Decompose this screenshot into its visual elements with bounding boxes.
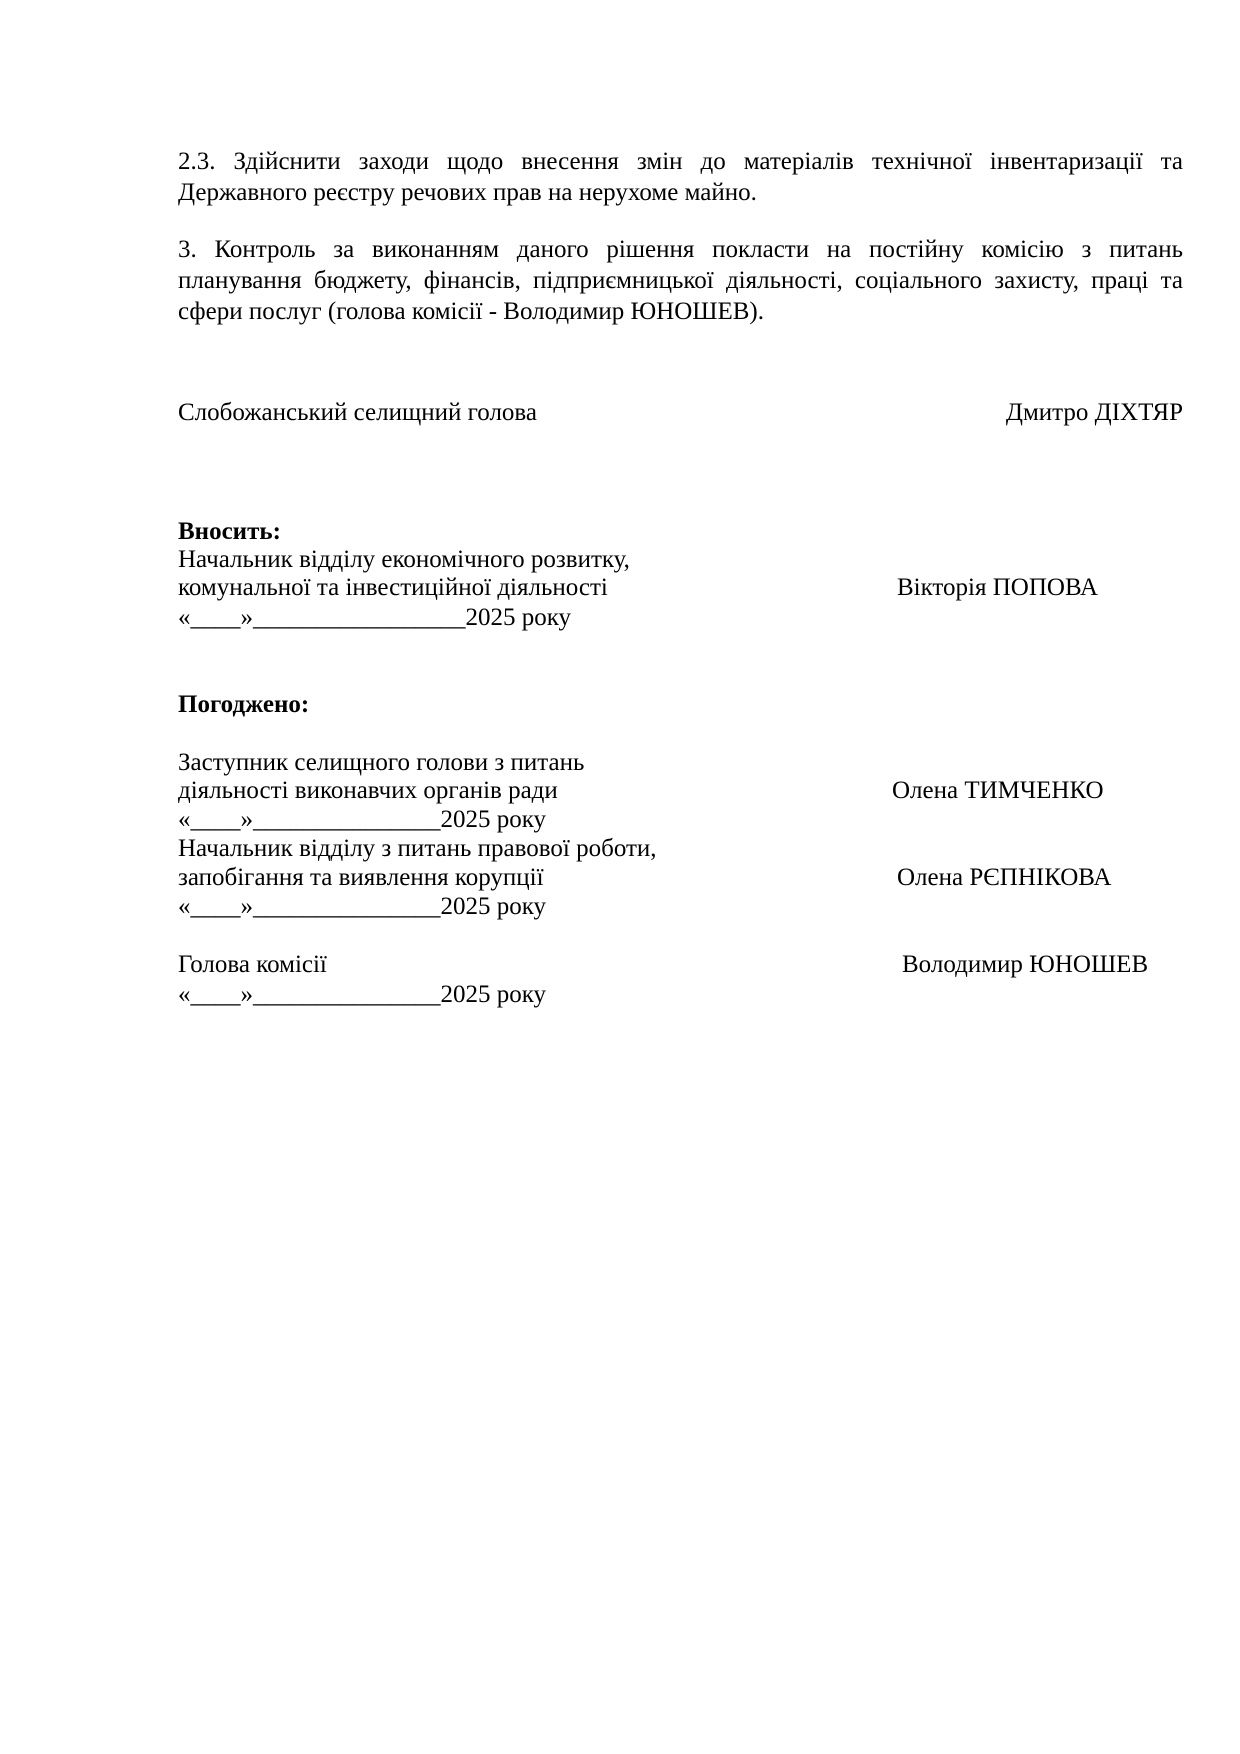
commission-name: Володимир ЮНОШЕВ bbox=[902, 951, 1149, 978]
legal-position-line2: запобігання та виявлення корупції bbox=[178, 864, 544, 891]
head-title: Слобожанський селищний голова bbox=[178, 399, 537, 426]
commission-position: Голова комісії bbox=[178, 951, 327, 978]
deputy-date: «____»_______________2025 року bbox=[178, 806, 547, 833]
submits-date: «____»_________________2025 року bbox=[178, 604, 572, 631]
commission-date: «____»_______________2025 року bbox=[178, 981, 547, 1008]
legal-position-line1: Начальник відділу з питань правової роботи, bbox=[178, 835, 657, 862]
deputy-position-line1: Заступник селищного голови з питань bbox=[178, 749, 585, 776]
submits-heading: Вносить: bbox=[178, 518, 281, 545]
paragraph-2-3: 2.3. Здійснити заходи щодо внесення змін до матеріалів технічної інвентаризації та Державного реєстру речових прав на нерухоме майно. bbox=[178, 148, 1183, 206]
submits-position-line2: комунальної та інвестиційної діяльності bbox=[178, 574, 608, 601]
legal-date: «____»_______________2025 року bbox=[178, 893, 547, 920]
paragraph-3: 3. Контроль за виконанням даного рішення покласти на постійну комісію з питань планування бюджету, фінансів, підприємницької діяльності, соціального захисту, праці та сфери послуг (голова комісії - Володимир ЮНОШЕВ). bbox=[178, 236, 1183, 325]
submits-position-line1: Начальник відділу економічного розвитку, bbox=[178, 546, 630, 573]
agreed-heading: Погоджено: bbox=[178, 691, 310, 718]
head-name: Дмитро ДІХТЯР bbox=[1005, 399, 1183, 426]
legal-name: Олена РЄПНІКОВА bbox=[897, 864, 1112, 891]
submits-name: Вікторія ПОПОВА bbox=[897, 574, 1099, 601]
deputy-position-line2: діяльності виконавчих органів ради bbox=[178, 777, 558, 804]
deputy-name: Олена ТИМЧЕНКО bbox=[892, 777, 1104, 804]
